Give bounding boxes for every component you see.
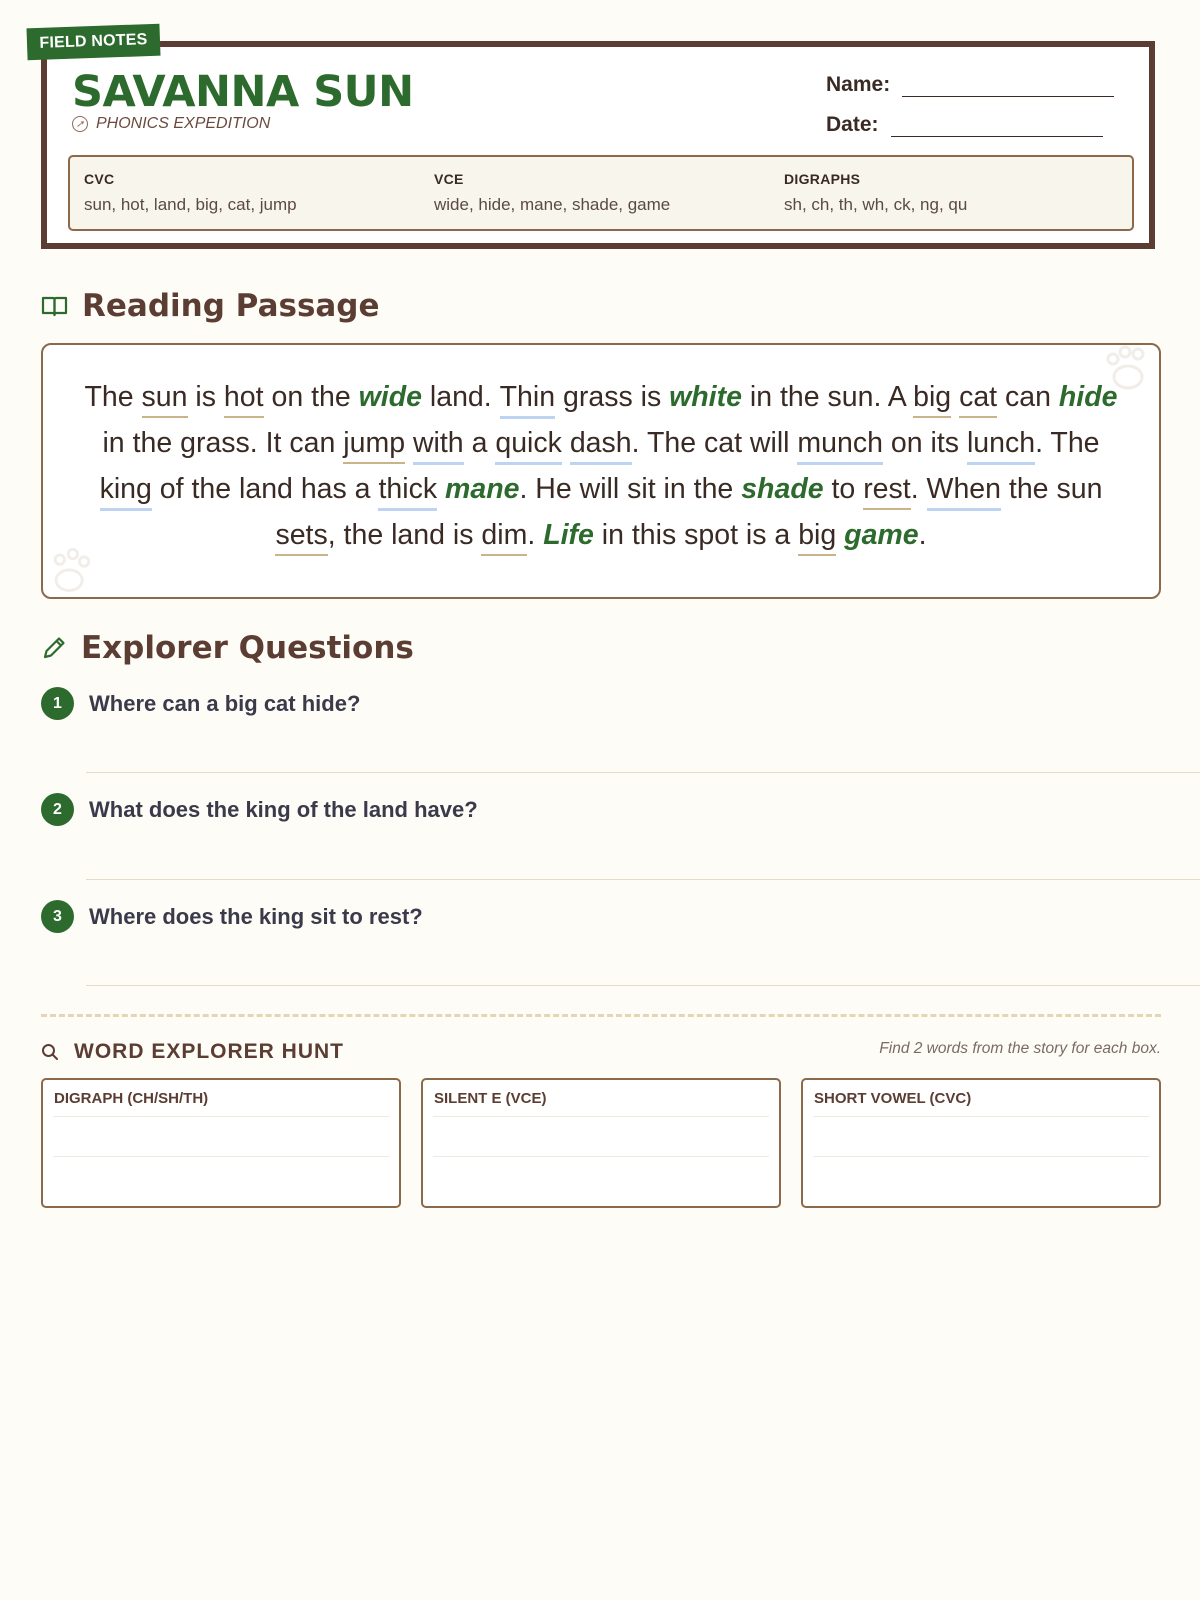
- vce-word: shade: [741, 473, 824, 505]
- passage-fragment: .: [1035, 427, 1051, 459]
- name-field[interactable]: [902, 80, 1114, 97]
- question-number: 1: [41, 687, 74, 720]
- name-row: [826, 73, 1114, 97]
- hunt-heading: [41, 1040, 344, 1064]
- passage-fragment: grass is: [555, 381, 670, 413]
- answer-line-3[interactable]: [86, 985, 1200, 986]
- book-icon: [41, 294, 68, 318]
- digraph-word: Thin: [500, 378, 555, 419]
- cvc-word: big: [913, 378, 951, 418]
- questions-heading-text: Explorer Questions: [81, 630, 414, 666]
- hunt-box-silent-e[interactable]: [421, 1078, 781, 1208]
- passage-fragment: to: [823, 473, 864, 505]
- passage-fragment: The: [1050, 427, 1100, 459]
- name-label: Name:: [826, 73, 891, 96]
- question-text: Where can a big cat hide?: [89, 690, 361, 716]
- cvc-word: cat: [959, 378, 997, 418]
- question-1: [41, 687, 360, 720]
- passage-fragment: in this spot is a: [593, 519, 799, 551]
- reading-heading-text: Reading Passage: [82, 288, 380, 324]
- questions-heading: [41, 630, 414, 666]
- cvc-word: dim: [481, 516, 527, 556]
- vocab-words: sun, hot, land, big, cat, jump: [84, 195, 297, 214]
- hunt-box-label: DIGRAPH (CH/SH/TH): [54, 1090, 209, 1107]
- subtitle-text: PHONICS EXPEDITION: [96, 115, 271, 132]
- digraph-word: dash: [570, 424, 632, 465]
- digraph-word: When: [927, 470, 1001, 511]
- date-row: [826, 113, 1103, 137]
- cvc-word: hot: [224, 378, 264, 418]
- writing-rule: [813, 1156, 1149, 1157]
- vocab-words: wide, hide, mane, shade, game: [434, 195, 671, 214]
- vocab-vce: [434, 171, 670, 215]
- page-title: SAVANNA SUN: [72, 67, 414, 117]
- date-field[interactable]: [891, 120, 1103, 137]
- digraph-word: with: [413, 424, 464, 465]
- reading-heading: [41, 288, 380, 324]
- passage-fragment: land.: [421, 381, 500, 413]
- cvc-word: big: [798, 516, 836, 556]
- passage-fragment: the: [1001, 473, 1057, 505]
- passage-fragment: sun: [1056, 473, 1103, 505]
- writing-rule: [433, 1116, 769, 1117]
- passage-fragment: . The cat will: [631, 427, 798, 459]
- passage-fragment: The: [84, 381, 142, 413]
- cvc-word: jump: [343, 424, 405, 464]
- passage-box: [41, 343, 1161, 599]
- vce-word: mane: [445, 473, 520, 505]
- passage-fragment: [951, 381, 959, 413]
- passage-fragment: .: [910, 473, 927, 505]
- header-card: [41, 41, 1155, 249]
- question-text: Where does the king sit to rest?: [89, 903, 423, 929]
- passage-fragment: is: [187, 381, 224, 413]
- vocab-head: VCE: [434, 171, 464, 187]
- digraph-word: munch: [797, 424, 883, 465]
- vocab-words: sh, ch, th, wh, ck, ng, qu: [784, 195, 968, 214]
- vocab-head: DIGRAPHS: [784, 171, 861, 187]
- digraph-word: quick: [495, 424, 562, 465]
- vocab-head: CVC: [84, 171, 115, 187]
- passage-fragment: [836, 519, 844, 551]
- hunt-box-digraph[interactable]: [41, 1078, 401, 1208]
- cvc-word: sun: [142, 378, 188, 418]
- passage-fragment: on the: [263, 381, 359, 413]
- writing-rule: [53, 1156, 389, 1157]
- passage-text: [83, 374, 1119, 558]
- passage-fragment: , the land is: [327, 519, 482, 551]
- hunt-box-short-vowel[interactable]: [801, 1078, 1161, 1208]
- vce-word: game: [844, 519, 919, 551]
- hunt-box-label: SILENT E (VCE): [434, 1090, 547, 1107]
- passage-fragment: can: [997, 381, 1059, 413]
- question-number: 3: [41, 900, 74, 933]
- digraph-word: lunch: [967, 424, 1035, 465]
- answer-line-1[interactable]: [86, 772, 1200, 773]
- passage-fragment: a: [463, 427, 496, 459]
- digraph-word: king: [100, 470, 152, 511]
- pencil-icon: [41, 635, 67, 661]
- cvc-word: rest: [863, 470, 911, 510]
- answer-line-2[interactable]: [86, 879, 1200, 880]
- passage-fragment: in the grass. It can: [102, 427, 344, 459]
- vocab-cvc: [84, 171, 297, 215]
- vocab-box: [68, 155, 1134, 231]
- passage-fragment: . He will sit in the: [519, 473, 742, 505]
- writing-rule: [813, 1116, 1149, 1117]
- passage-fragment: [405, 427, 413, 459]
- passage-fragment: [437, 473, 445, 505]
- passage-fragment: in the sun. A: [741, 381, 914, 413]
- compass-icon: ➚: [72, 116, 88, 132]
- hunt-heading-text: WORD EXPLORER HUNT: [74, 1040, 344, 1063]
- writing-rule: [53, 1116, 389, 1117]
- passage-fragment: of the land has a: [151, 473, 379, 505]
- question-3: [41, 900, 423, 933]
- question-text: What does the king of the land have?: [89, 796, 478, 822]
- date-label: Date:: [826, 113, 879, 136]
- field-notes-tag: FIELD NOTES: [26, 24, 160, 61]
- vce-word: white: [669, 381, 742, 413]
- dashed-divider: [41, 1014, 1161, 1017]
- vce-word: Life: [543, 519, 594, 551]
- hunt-box-label: SHORT VOWEL (CVC): [814, 1090, 972, 1107]
- vocab-digraphs: [784, 171, 967, 215]
- vce-word: hide: [1058, 381, 1118, 413]
- cvc-word: sets: [275, 516, 327, 556]
- digraph-word: thick: [378, 470, 437, 511]
- writing-rule: [433, 1156, 769, 1157]
- question-number: 2: [41, 793, 74, 826]
- question-2: [41, 793, 478, 826]
- passage-fragment: .: [527, 519, 544, 551]
- passage-fragment: .: [918, 519, 927, 551]
- search-icon: [41, 1043, 59, 1061]
- passage-fragment: on its: [882, 427, 967, 459]
- passage-fragment: [562, 427, 570, 459]
- hunt-instructions: Find 2 words from the story for each box.: [879, 1040, 1161, 1057]
- subtitle: [72, 115, 270, 133]
- vce-word: wide: [358, 381, 422, 413]
